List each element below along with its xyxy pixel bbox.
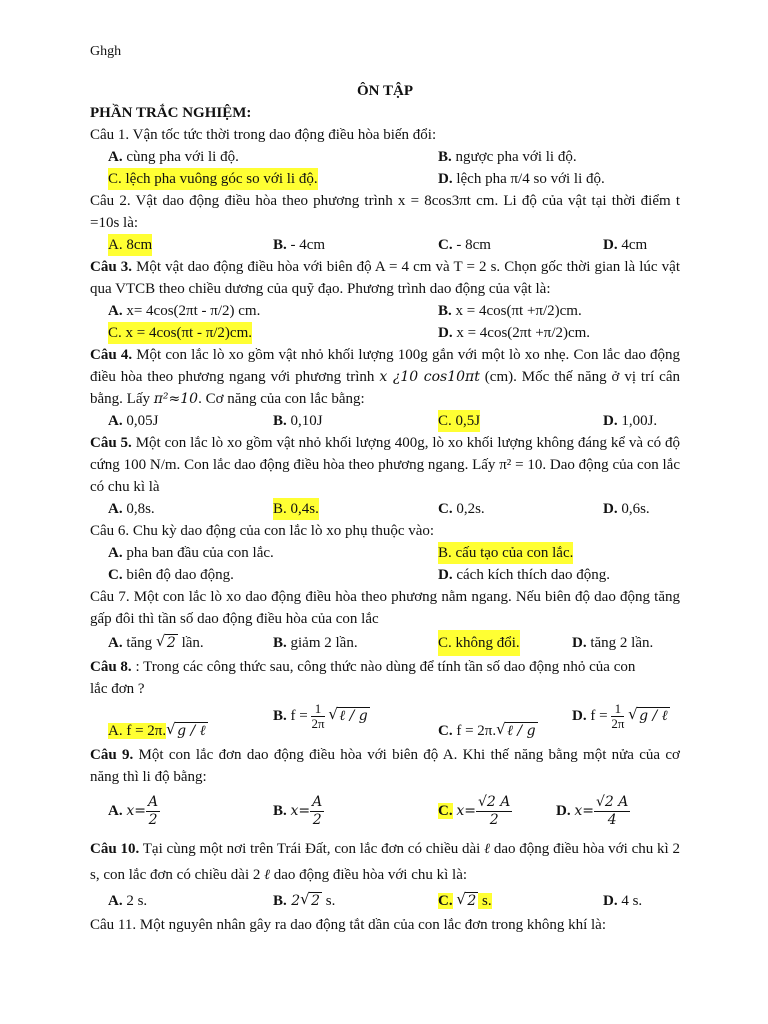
header-note: Ghgh	[90, 44, 122, 59]
q6-option-b-answer: B. cấu tạo của con lắc.	[438, 542, 573, 564]
sqrt-symbol: √ 2	[156, 630, 178, 656]
q6-option-d: D. cách kích thích dao động.	[438, 567, 611, 583]
q3-option-a: A. x= 4cos(2πt - π/2) cm.	[108, 303, 261, 319]
q2-option-a-answer: A. 8cm	[108, 234, 152, 256]
q1-option-b: B. ngược pha với li độ.	[438, 149, 577, 165]
question-2-options	[90, 234, 680, 256]
sqrt-symbol: √ g / ℓ	[628, 705, 669, 727]
q4-pi-approx: π²≈10	[153, 391, 199, 407]
q3-option-c-answer: C. x = 4cos(πt - π/2)cm.	[108, 322, 252, 344]
q6-option-a: A. pha ban đầu của con lắc.	[108, 545, 274, 561]
question-6-options	[90, 542, 680, 564]
q8-option-d: D. f = $\frac{1}{2\pi}$ √ g / ℓ	[572, 702, 670, 731]
question-5-options	[90, 498, 680, 520]
question-10: Câu 10. Tại cùng một nơi trên Trái Đất, con lắc đơn có chiều dài ℓ dao động điều hòa với chu kì 2 s, con lắc đơn có chiều dài 2 ℓ dao động điều hòa với chu kì là:	[90, 841, 680, 883]
question-3: Câu 3. Một vật dao động điều hòa với biên độ A = 4 cm và T = 2 s. Chọn gốc thời gian là lúc vật qua VTCB theo chiều dương của quỹ đạo. Phương trình dao động của vật là:	[90, 259, 680, 297]
q2-option-b: B. - 4cm	[273, 237, 326, 253]
sqrt-symbol: √ g / ℓ	[166, 720, 207, 742]
question-4: Câu 4. Một con lắc lò xo gồm vật nhỏ khối lượng 100g gắn với một lò xo nhẹ. Con lắc dao động điều hòa theo phương ngang với phương trình x ¿10 cos10πt (cm). Mốc thế năng ở vị trí cân bằng. Lấy π²≈10. Cơ năng của con lắc bằng:	[90, 347, 681, 407]
q8-option-b: B. f = $\frac{1}{2\pi}$ √ ℓ / g	[273, 702, 370, 731]
fraction: $\frac{1}{2\pi}$	[311, 701, 325, 731]
section-heading: PHẦN TRẮC NGHIỆM:	[90, 105, 252, 121]
sqrt-symbol: √ ℓ / g	[328, 705, 369, 727]
question-2: Câu 2. Vật dao động điều hòa theo phương trình x = 8cos3πt cm. Li độ của vật tại thời điểm t =10s là:	[90, 193, 680, 231]
q2-option-d: D. 4cm	[603, 237, 648, 253]
question-6-options-2	[90, 564, 680, 586]
q10-option-c-answer: C. √ 2 s.	[438, 888, 492, 914]
fraction: $\frac{1}{2\pi}$	[611, 701, 625, 731]
q10-option-b: B. 2√ 2 s.	[273, 888, 335, 914]
q7-option-d: D. tăng 2 lần.	[572, 635, 654, 651]
q9-option-a: A. x= $\frac{A}{2}$	[108, 794, 159, 828]
question-1-options-2	[90, 168, 680, 190]
q4-option-c-answer: C. 0,5J	[438, 410, 480, 432]
question-8: Câu 8. : Trong các công thức sau, công thức nào dùng để tính tần số dao động nhỏ của con	[90, 659, 636, 675]
q10-option-a: A. 2 s.	[108, 893, 148, 909]
q5-option-a: A. 0,8s.	[108, 501, 155, 517]
q4-equation: x ¿10 cos10πt	[379, 369, 480, 385]
q6-option-c: C. biên độ dao động.	[108, 567, 234, 583]
fraction: $\frac{A}{2}$	[312, 794, 323, 828]
question-9: Câu 9. Một con lắc đơn dao động điều hòa với biên độ A. Khi thế năng bằng một nửa của cơ năng thì li độ bằng:	[90, 747, 680, 785]
question-6: Câu 6. Chu kỳ dao động của con lắc lò xo phụ thuộc vào:	[90, 523, 435, 539]
q10-option-d: D. 4 s.	[603, 893, 643, 909]
question-11: Câu 11. Một nguyên nhân gây ra dao động tắt dần của con lắc đơn trong không khí là:	[90, 917, 607, 933]
sqrt-symbol: √ ℓ / g	[496, 720, 537, 742]
fraction: $\frac{√2 A}{4}$	[595, 794, 629, 828]
question-1-options	[90, 146, 680, 168]
q4-option-b: B. 0,10J	[273, 413, 323, 429]
q7-option-a: A. tăng √ 2 lần.	[108, 630, 204, 656]
question-3-options-2	[90, 322, 680, 344]
q1-option-a: A. cùng pha với li độ.	[108, 149, 239, 165]
q5-option-b-answer: B. 0,4s.	[273, 498, 319, 520]
q9-option-b: B. x= $\frac{A}{2}$	[273, 794, 323, 828]
question-8-line-2: lắc đơn ?	[90, 681, 145, 697]
question-5: Câu 5. Một con lắc lò xo gồm vật nhỏ khối lượng 400g, lò xo khối lượng không đáng kể và có độ cứng 100 N/m. Con lắc dao động điều hòa theo phương ngang. Lấy π² = 10. Dao động của con lắc có chu kì là	[90, 435, 680, 495]
question-3-options	[90, 300, 680, 322]
q5-option-c: C. 0,2s.	[438, 501, 485, 517]
q8-option-c: C. f = 2π.√ ℓ / g	[438, 720, 538, 742]
q9-option-c-answer: C. x= $\frac{√2 A}{2}$	[438, 794, 511, 828]
q1-option-c-answer: C. lệch pha vuông góc so với li độ.	[108, 168, 318, 190]
document-page	[90, 44, 680, 936]
page-title: ÔN TẬP	[357, 83, 413, 99]
question-4-options	[90, 410, 680, 432]
q3-option-d: D. x = 4cos(2πt +π/2)cm.	[438, 325, 591, 341]
q1-option-d: D. lệch pha π/4 so với li độ.	[438, 171, 605, 187]
q8-option-a-answer: A. f = 2π.√ g / ℓ	[108, 720, 208, 742]
question-7-options	[90, 630, 680, 656]
sqrt-symbol: √ 2	[456, 888, 478, 914]
question-7: Câu 7. Một con lắc lò xo dao động điều hòa theo phương nằm ngang. Nếu biên độ dao động tăng gấp đôi thì tần số dao động điều hòa của con lắc	[90, 589, 680, 627]
q4-option-d: D. 1,00J.	[603, 413, 658, 429]
sqrt-symbol: √ 2	[300, 888, 322, 914]
q7-option-b: B. giảm 2 lần.	[273, 635, 358, 651]
fraction: $\frac{√2 A}{2}$	[477, 794, 511, 828]
q9-option-d: D. x= $\frac{√2 A}{4}$	[556, 794, 629, 828]
q7-option-c-answer: C. không đổi.	[438, 630, 520, 656]
q2-option-c: C. - 8cm	[438, 237, 491, 253]
question-1: Câu 1. Vận tốc tức thời trong dao động điều hòa biến đổi:	[90, 127, 437, 143]
q3-option-b: B. x = 4cos(πt +π/2)cm.	[438, 303, 582, 319]
question-9-options	[90, 788, 680, 832]
question-8-options	[90, 700, 680, 744]
fraction: $\frac{A}{2}$	[147, 794, 159, 828]
q5-option-d: D. 0,6s.	[603, 501, 650, 517]
q4-option-a: A. 0,05J	[108, 413, 159, 429]
question-10-options	[90, 888, 680, 914]
